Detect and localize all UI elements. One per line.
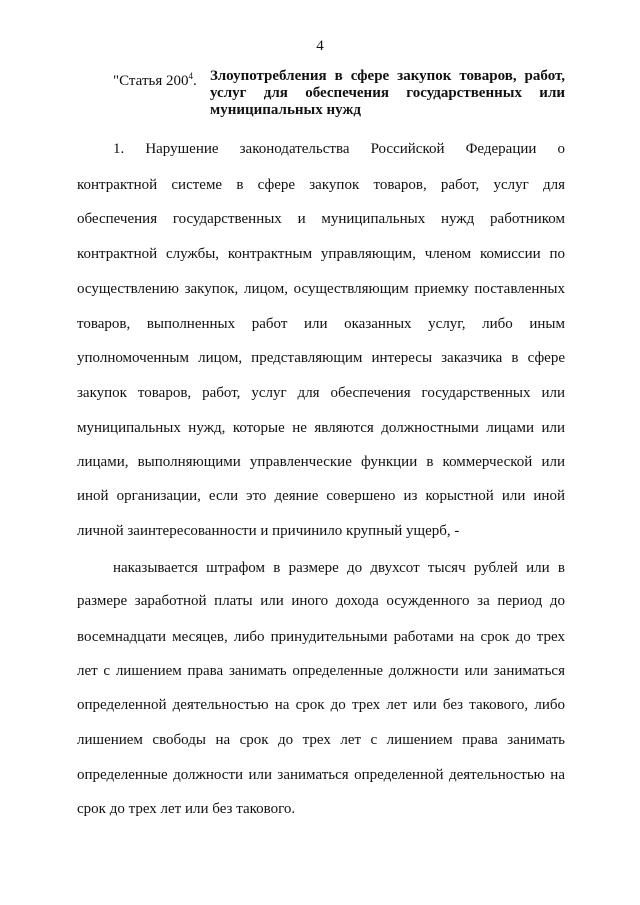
article-title: Злоупотребления в сфере закупок товаров, работ, услуг для обеспечения государственных или муниципальных нужд [210, 68, 565, 118]
article-prefix: "Статья 200 [113, 73, 189, 89]
paragraph2-line: лишением свободы на срок до трех лет с лишением права занимать [77, 732, 565, 748]
paragraph2-line: наказывается штрафом в размере до двухсот тысяч рублей или в [113, 560, 565, 576]
paragraph1-line: иной организации, если это деяние совершено из корыстной или иной [77, 488, 565, 504]
paragraph1-line: личной заинтересованности и причинило крупный ущерб, - [77, 523, 460, 539]
paragraph1-line: закупок товаров, работ, услуг для обеспечения государственных или [77, 385, 565, 401]
paragraph2-line: размере заработной платы или иного дохода осужденного за период до [77, 593, 565, 609]
paragraph1-line: осуществлению закупок, лицом, осуществляющим приемку поставленных [77, 281, 565, 297]
paragraph1-line: контрактной службы, контрактным управляющим, членом комиссии по [77, 246, 565, 262]
article-heading [113, 68, 565, 119]
paragraph1-line: обеспечения государственных и муниципальных нужд работником [77, 211, 565, 227]
paragraph2-line: определенные должности или заниматься определенной деятельностью на [77, 767, 565, 783]
paragraph2-line: восемнадцати месяцев, либо принудительными работами на срок до трех [77, 629, 565, 645]
paragraph1-line: лицами, выполняющими управленческие функции в коммерческой или [77, 454, 565, 470]
paragraph1-line: уполномоченным лицом, представляющим интересы заказчика в сфере [77, 350, 565, 366]
paragraph1-line: 1. Нарушение законодательства Российской Федерации о [113, 141, 565, 157]
paragraph1-line: контрактной системе в сфере закупок товаров, работ, услуг для [77, 177, 565, 193]
paragraph1-line: товаров, выполненных работ или оказанных услуг, либо иным [77, 316, 565, 332]
paragraph1-line: муниципальных нужд, которые не являются должностными лицами или [77, 420, 565, 436]
article-number [113, 68, 197, 90]
article-superscript: 4 [188, 71, 193, 81]
page-number: 4 [316, 38, 324, 54]
article-prefix-end: . [192, 73, 197, 89]
paragraph2-line: лет с лишением права занимать определенные должности или заниматься [77, 663, 565, 679]
paragraph2-line: определенной деятельностью на срок до трех лет или без такового, либо [77, 697, 565, 713]
paragraph2-line: срок до трех лет или без такового. [77, 801, 296, 817]
